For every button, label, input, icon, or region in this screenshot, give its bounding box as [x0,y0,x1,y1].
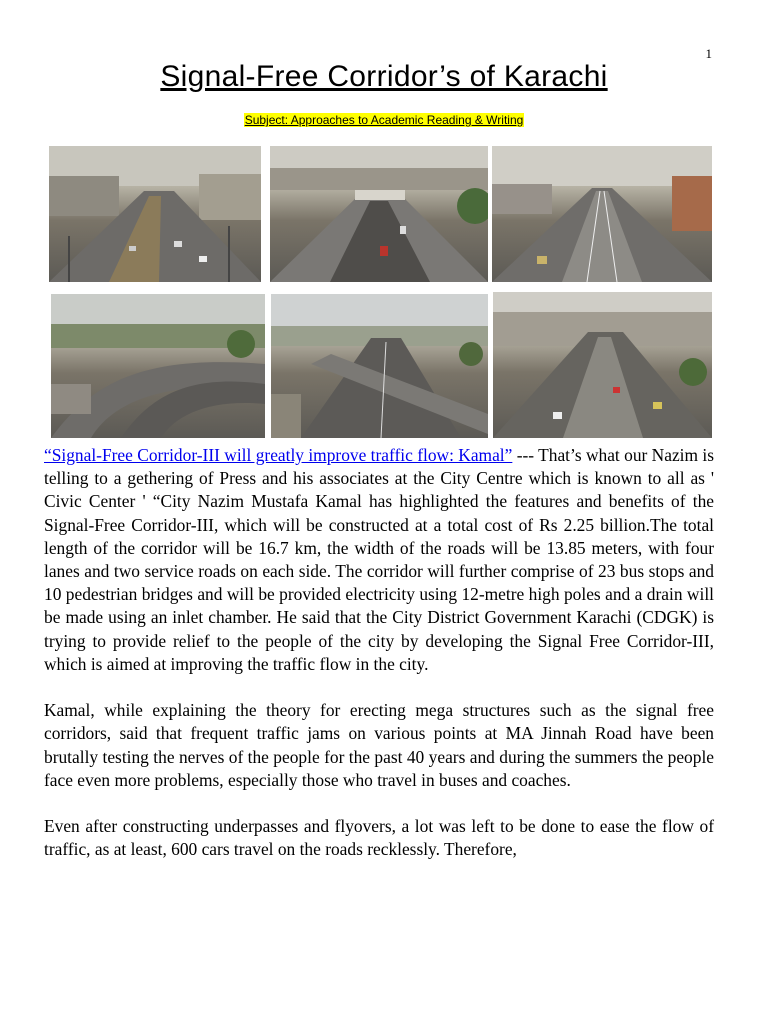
photo-flyover-lanes [492,146,712,282]
article-body [44,444,714,885]
paragraph-1-text: --- That’s what our Nazim is telling to a gethering of Press and his associates at the City Centre which is known to all as ' Civic Center ' “City Nazim Mustafa Kamal has highlighted the features and benefits of the Signal-Free Corridor-III, which will be constructed at a total cost of Rs 2.25 billion.The total length of the corridor will be 16.7 km, the width of the roads will be 13.85 meters, with four lanes and two service roads on each side. The corridor will further comprise of 23 bus stops and 10 pedestrian bridges and will be provided electricity using 12-metre high poles and a drain will be made using an inlet chamber. He said that the City District Government Karachi (CDGK) is trying to provide relief to the people of the city by developing the Signal Free Corridor-III, which is aimed at improving the traffic flow in the city. [44,445,714,674]
photo-grid [49,146,712,438]
photo-curved-overpass-image [51,294,265,438]
photo-underpass [270,146,488,282]
page-title: Signal-Free Corridor’s of Karachi [160,60,608,93]
photo-wide-highway [49,146,261,282]
subject-highlight: Subject: Approaches to Academic Reading & Writing [244,113,524,127]
photo-underpass-image [270,146,488,282]
photo-flyover-lanes-image [492,146,712,282]
photo-city-traffic-image [493,292,712,438]
photo-city-traffic [493,292,712,438]
subject-line [0,111,768,129]
photo-interchange [271,294,488,438]
photo-wide-highway-image [49,146,261,282]
paragraph-3: Even after constructing underpasses and flyovers, a lot was left to be done to ease the flow of traffic, as at least, 600 cars travel on the roads recklessly. Therefore, [44,816,714,860]
paragraph-1 [44,444,714,676]
photo-interchange-image [271,294,488,438]
page-number: 1 [705,46,712,61]
photo-curved-overpass [51,294,265,438]
headline-link[interactable]: “Signal-Free Corridor-III will greatly improve traffic flow: Kamal” [44,445,513,465]
paragraph-2: Kamal, while explaining the theory for erecting mega structures such as the signal free corridors, said that frequent traffic jams on various points at MA Jinnah Road have been brutally testing the nerves of the people for the past 40 years and during the summers the people face even more problems, especially those who travel in buses and coaches. [44,700,714,790]
